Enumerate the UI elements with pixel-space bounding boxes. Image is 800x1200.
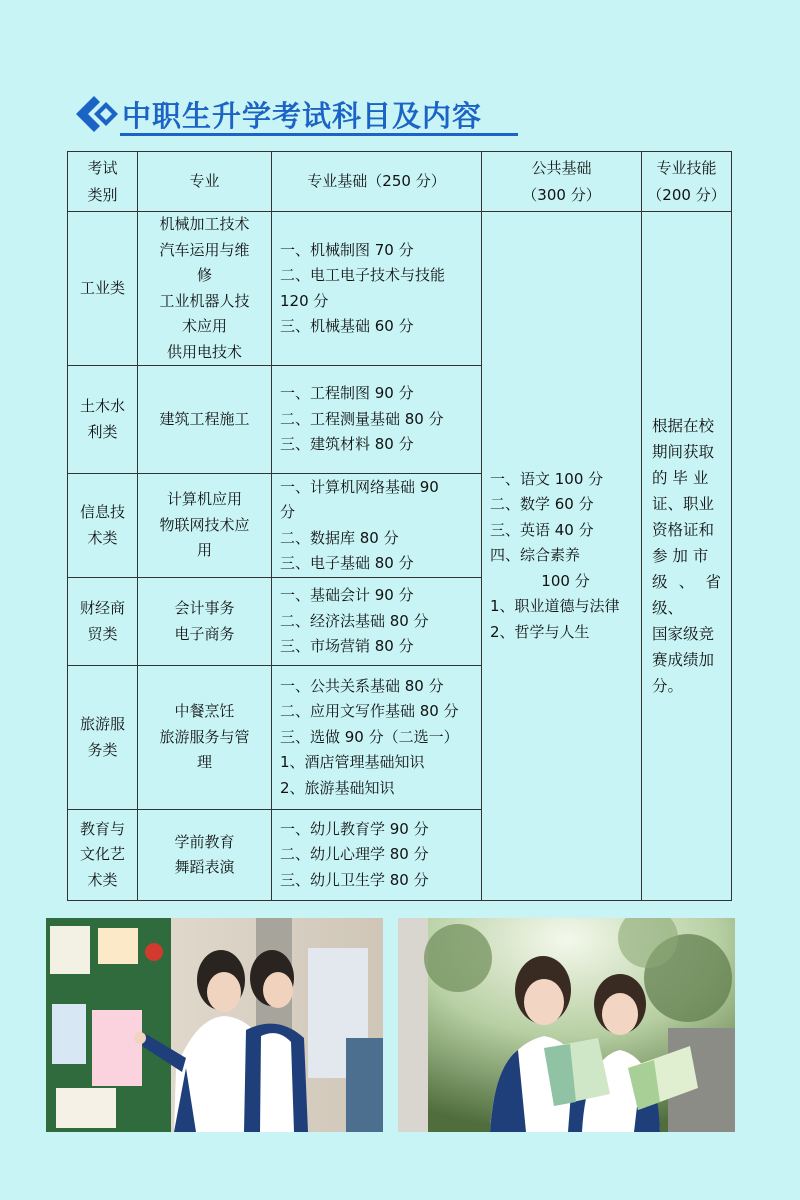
diamond-chevron-icon bbox=[74, 93, 118, 135]
basics-cell: 一、公共关系基础 80 分 二、应用文写作基础 80 分 三、选做 90 分（二选一） 1、酒店管理基础知识 2、旅游基础知识 bbox=[272, 666, 482, 810]
major-cell: 计算机应用 物联网技术应 用 bbox=[138, 474, 272, 578]
section-heading bbox=[74, 93, 520, 135]
major-cell: 建筑工程施工 bbox=[138, 366, 272, 474]
header-basics: 专业基础（250 分） bbox=[272, 152, 482, 212]
public-basics-cell: 一、语文 100 分 二、数学 60 分 三、英语 40 分 四、综合素养 100 分 1、职业道德与法律 2、哲学与人生 bbox=[482, 212, 642, 901]
major-cell: 学前教育 舞蹈表演 bbox=[138, 810, 272, 901]
basics-cell: 一、基础会计 90 分 二、经济法基础 80 分 三、市场营销 80 分 bbox=[272, 578, 482, 666]
basics-cell: 一、工程制图 90 分 二、工程测量基础 80 分 三、建筑材料 80 分 bbox=[272, 366, 482, 474]
table-row bbox=[68, 212, 732, 366]
page-title: 中职生升学考试科目及内容 bbox=[122, 98, 483, 133]
category-cell: 信息技 术类 bbox=[68, 474, 138, 578]
major-cell: 会计事务 电子商务 bbox=[138, 578, 272, 666]
header-skills: 专业技能 （200 分） bbox=[642, 152, 732, 212]
header-category: 考试 类别 bbox=[68, 152, 138, 212]
header-public: 公共基础 （300 分） bbox=[482, 152, 642, 212]
photo-students-with-books bbox=[398, 918, 735, 1132]
category-cell: 财经商 贸类 bbox=[68, 578, 138, 666]
exam-subjects-table bbox=[67, 151, 732, 901]
skills-cell: 根据在校 期间获取 的 毕 业 证、职业 资格证和 参 加 市 级、省级、 国家级竞 赛成绩加 分。 bbox=[642, 212, 732, 901]
category-cell: 工业类 bbox=[68, 212, 138, 366]
header-major: 专业 bbox=[138, 152, 272, 212]
basics-cell: 一、机械制图 70 分 二、电工电子技术与技能 120 分 三、机械基础 60 分 bbox=[272, 212, 482, 366]
table-header-row bbox=[68, 152, 732, 212]
category-cell: 教育与 文化艺 术类 bbox=[68, 810, 138, 901]
major-cell: 中餐烹饪 旅游服务与管 理 bbox=[138, 666, 272, 810]
basics-cell: 一、计算机网络基础 90 分 二、数据库 80 分 三、电子基础 80 分 bbox=[272, 474, 482, 578]
photo-students-at-board bbox=[46, 918, 383, 1132]
basics-cell: 一、幼儿教育学 90 分 二、幼儿心理学 80 分 三、幼儿卫生学 80 分 bbox=[272, 810, 482, 901]
major-cell: 机械加工技术 汽车运用与维 修 工业机器人技 术应用 供用电技术 bbox=[138, 212, 272, 366]
category-cell: 土木水 利类 bbox=[68, 366, 138, 474]
title-underline bbox=[120, 133, 518, 136]
category-cell: 旅游服 务类 bbox=[68, 666, 138, 810]
